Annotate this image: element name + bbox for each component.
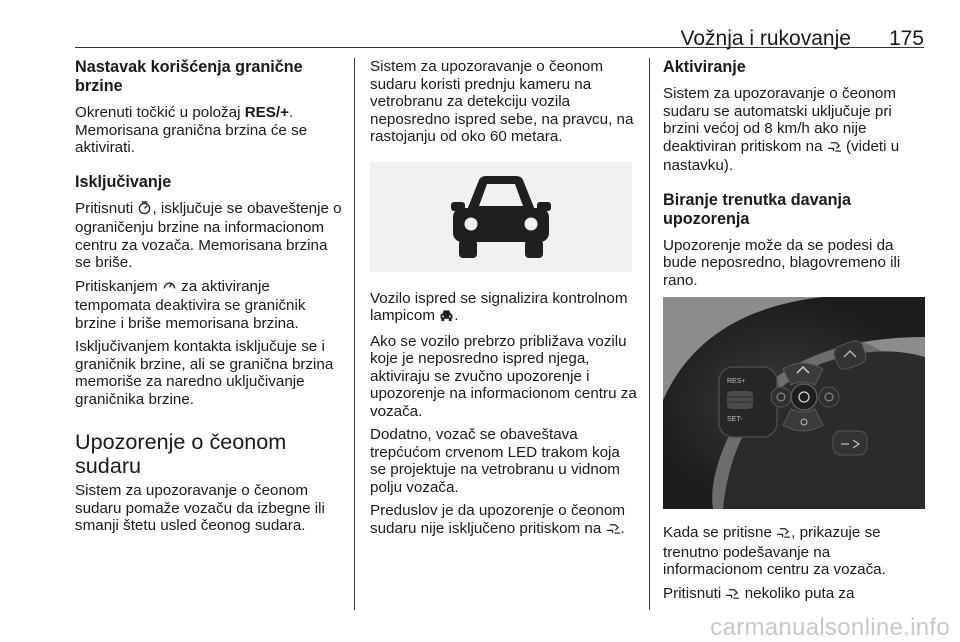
paragraph-off-2: Pritiskanjem za aktiviranje tempomata deaktivira se graničnik brzine i briše memorisana brzina. — [75, 277, 306, 332]
paragraph-timing: Upozorenje može da se podesi da bude neposredno, blagovremeno ili rano. — [663, 236, 901, 289]
vehicle-ahead-figure — [370, 162, 632, 272]
heading-switch-off: Isključivanje — [75, 172, 172, 191]
heading-collision-warning: Upozorenje o čeonom sudaru — [75, 429, 287, 478]
collision-alert-button-icon — [606, 522, 621, 540]
paragraph-collision-intro: Sistem za upozoravanje o čeonom sudaru pomaže vozaču da izbegne ili smanji štetu usled čeonog sudara. — [75, 482, 325, 534]
paragraph-precondition: Preduslov je da upozorenje o čeonom sudaru nije isključeno pritiskom na . — [370, 502, 638, 539]
watermark: carmanualsonline.info — [710, 614, 950, 641]
paragraph-off-1: Pritisnuti , isključuje se obaveštenje o ograničenju brzine na informacionom centru za vozača. Memorisana brzina se briše. — [75, 199, 342, 271]
column-divider-2 — [649, 58, 650, 610]
steering-wheel-controls-figure — [663, 297, 925, 509]
paragraph-signal: Vozilo ispred se signalizira kontrolnom lampicom . — [370, 290, 638, 327]
collision-alert-button-icon — [725, 587, 740, 605]
collision-alert-button-icon — [776, 526, 791, 544]
paragraph-activation: Sistem za upozoravanje o čeonom sudaru se automatski uključuje pri brzini većoj od 8 km/h ako nije deaktiviran pritiskom na (videti u nastavku). — [663, 85, 900, 174]
heading-warning-timing: Biranje trenutka davanja upozorenja — [663, 190, 852, 228]
cruise-control-icon — [162, 278, 177, 298]
paragraph-press-show: Kada se pritisne , prikazuje se trenutno podešavanje na informacionom centru za vozača. — [663, 524, 886, 578]
chapter-title: Vožnja i rukovanje — [680, 27, 851, 50]
heading-continue-limiter: Nastavak korišćenja granične brzine — [75, 58, 303, 95]
collision-alert-button-icon — [827, 140, 842, 158]
vehicle-ahead-icon — [439, 172, 563, 262]
speed-limiter-icon — [137, 200, 152, 220]
paragraph-camera: Sistem za upozoravanje o čeonom sudaru koristi prednju kameru na vetrobranu za detekciju vozila neposredno ispred sebe, na pravcu, na rastojanju od oko 60 metara. — [370, 58, 634, 145]
column-1 — [75, 58, 343, 541]
column-3 — [663, 58, 927, 610]
paragraph-fast-approach: Ako se vozilo prebrzo približava vozilu koje je neposredno ispred njega, aktiviraju se zvučno upozorenje i upozorenje na informacionom centru za vozača. — [370, 332, 637, 420]
header-rule — [75, 47, 924, 48]
paragraph-off-3: Isključivanjem kontakta isključuje se i graničnik brzine, ali se granična brzina memoriše za naredno uključivanje graničnika brzine. — [75, 338, 334, 408]
paragraph-continue: Okrenuti točkić u položaj RES/+. Memorisana granična brzina će se aktivirati. — [75, 104, 308, 156]
heading-activation: Aktiviranje — [663, 58, 746, 76]
set-minus-label: SET- — [727, 416, 743, 423]
page-number: 175 — [888, 27, 924, 50]
column-2 — [370, 58, 638, 545]
column-divider-1 — [354, 58, 355, 610]
paragraph-led: Dodatno, vozač se obaveštava trepćućom crvenom LED trakom koja se projektuje na vetrobranu u vidnom polju vozača. — [370, 426, 620, 496]
res-plus-label: RES+ — [727, 378, 746, 385]
paragraph-press-repeat: Pritisnuti nekoliko puta za — [663, 585, 927, 605]
vehicle-ahead-icon — [439, 309, 454, 327]
